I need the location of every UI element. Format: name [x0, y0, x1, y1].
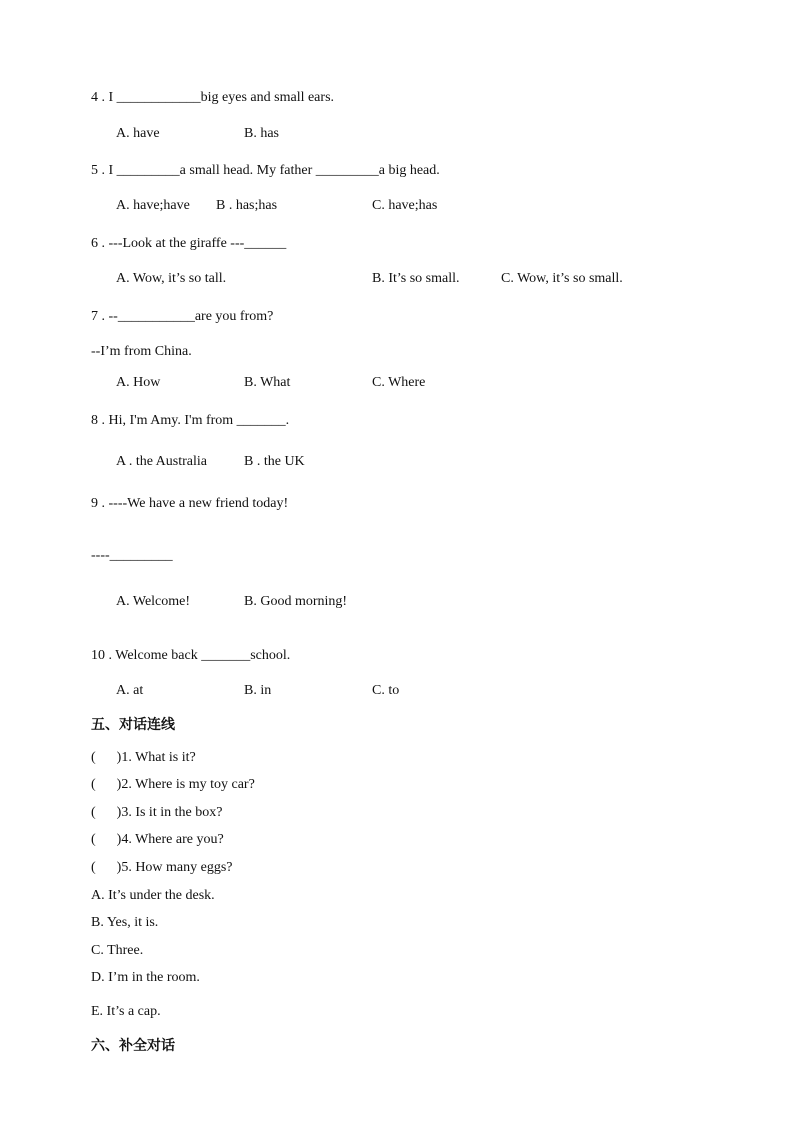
q9-option-a: A. Welcome!: [116, 594, 191, 609]
section-5-title: 五、对话连线: [91, 717, 175, 733]
q7-option-a: A. How: [116, 375, 161, 390]
q6-option-c: C. Wow, it’s so small.: [501, 271, 623, 286]
q7-answer-line: --I’m from China.: [91, 344, 192, 359]
match-answer: C. Three.: [91, 943, 144, 958]
match-answer: D. I’m in the room.: [91, 970, 200, 985]
q4-option-a: A. have: [116, 126, 160, 141]
match-item: ( )1. What is it?: [91, 750, 196, 765]
section-6-title: 六、补全对话: [91, 1038, 175, 1054]
question-10-stem: 10 . Welcome back _______school.: [91, 648, 291, 663]
q5-option-b: B . has;has: [216, 198, 278, 213]
q4-option-b: B. has: [244, 126, 279, 141]
match-answer: E. It’s a cap.: [91, 1004, 161, 1019]
q10-option-c: C. to: [372, 683, 400, 698]
q5-option-a: A. have;have: [116, 198, 190, 213]
q8-option-b: B . the UK: [244, 454, 305, 469]
match-answer: B. Yes, it is.: [91, 915, 159, 930]
question-4-stem: 4 . I ____________big eyes and small ears.: [91, 90, 335, 105]
match-item: ( )4. Where are you?: [91, 832, 224, 847]
q10-option-a: A. at: [116, 683, 144, 698]
match-answer: A. It’s under the desk.: [91, 888, 215, 903]
q6-option-a: A. Wow, it’s so tall.: [116, 271, 227, 286]
q10-option-b: B. in: [244, 683, 272, 698]
match-item: ( )5. How many eggs?: [91, 860, 233, 875]
q5-option-c: C. have;has: [372, 198, 438, 213]
q9-option-b: B. Good morning!: [244, 594, 348, 609]
question-8-stem: 8 . Hi, I'm Amy. I'm from _______.: [91, 413, 290, 428]
q9-answer-line: ----_________: [91, 548, 173, 563]
question-7-stem: 7 . --___________are you from?: [91, 309, 274, 324]
q8-option-a: A . the Australia: [116, 454, 207, 469]
match-item: ( )3. Is it in the box?: [91, 805, 223, 820]
q6-option-b: B. It’s so small.: [372, 271, 460, 286]
question-6-stem: 6 . ---Look at the giraffe ---______: [91, 236, 287, 251]
question-9-stem: 9 . ----We have a new friend today!: [91, 496, 289, 511]
question-5-stem: 5 . I _________a small head. My father _________a big head.: [91, 163, 440, 178]
match-item: ( )2. Where is my toy car?: [91, 777, 255, 792]
q7-option-b: B. What: [244, 375, 291, 390]
q7-option-c: C. Where: [372, 375, 426, 390]
